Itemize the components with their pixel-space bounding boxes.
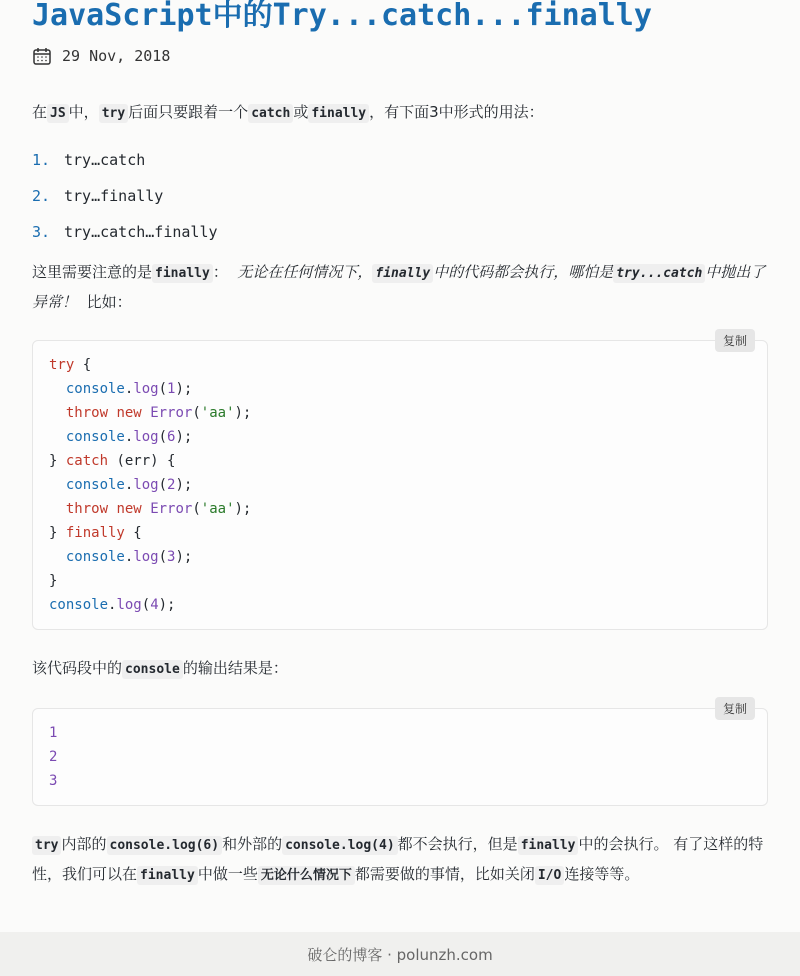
inline-code: console (122, 660, 183, 679)
output-line: 1 (49, 725, 58, 741)
list-item (32, 178, 768, 214)
emphasis-text: 中抛出了异常！ (32, 263, 766, 311)
intro-text: 或 (293, 103, 309, 121)
inline-code: finally (372, 264, 433, 283)
list-item-text: try…finally (64, 187, 164, 205)
footer (0, 932, 800, 976)
conclusion-paragraph (32, 830, 768, 890)
paragraph-text: 和外部的 (222, 835, 283, 853)
paragraph-text: 中做一些 (197, 865, 258, 883)
note-text: 比如： (86, 293, 132, 311)
output-line: 2 (49, 749, 58, 765)
code-line: } finally { (49, 525, 142, 541)
output-block (32, 702, 768, 806)
inline-code: finally (152, 264, 213, 283)
inline-code: finally (308, 104, 369, 123)
paragraph-text: 内部的 (61, 835, 107, 853)
forms-list (32, 142, 768, 250)
list-number: 3. (32, 223, 51, 241)
intro-text: 中， (68, 103, 99, 121)
footer-link[interactable]: 破仑的博客 · polunzh.com (307, 945, 493, 964)
console-intro-paragraph (32, 654, 768, 684)
output-content (33, 709, 767, 805)
code-line: console.log(4); (49, 597, 176, 613)
inline-code: console.log(6) (107, 836, 223, 855)
inline-code: 无论什么情况下 (258, 866, 355, 885)
paragraph-text: 该代码段中的 (32, 659, 123, 677)
list-item-text: try…catch…finally (64, 223, 218, 241)
post-date (32, 44, 768, 68)
copy-button[interactable]: 复制 (715, 697, 755, 720)
paragraph-text: 都不会执行，但是 (397, 835, 518, 853)
intro-text: ，有下面3中形式的用法： (369, 103, 544, 121)
page-title: JavaScript中的Try...catch...finally (32, 0, 652, 33)
paragraph-text: 中的会执行。 有了这样的特性，我们可以在 (32, 835, 764, 883)
copy-button[interactable]: 复制 (715, 329, 755, 352)
code-line: throw new Error('aa'); (65, 405, 252, 421)
code-line: console.log(6); (65, 429, 193, 445)
inline-code: finally (137, 866, 198, 885)
code-line: } catch (err) { (49, 453, 176, 469)
date-text: 29 Nov, 2018 (62, 47, 171, 65)
list-item-text: try…catch (64, 151, 146, 169)
inline-code: JS (47, 104, 69, 123)
code-block (32, 334, 768, 630)
note-paragraph (32, 258, 768, 316)
emphasis-text: 中的代码都会执行，哪怕是 (433, 263, 614, 281)
emphasis-text: 无论在任何情况下， (237, 263, 373, 281)
inline-code: finally (518, 836, 579, 855)
list-number: 2. (32, 187, 51, 205)
paragraph-text: 都需要做的事情，比如关闭 (354, 865, 535, 883)
list-item (32, 214, 768, 250)
paragraph-text: 连接等等。 (564, 865, 640, 883)
inline-code: catch (248, 104, 293, 123)
code-line: console.log(1); (65, 381, 193, 397)
intro-text: 后面只要跟着一个 (128, 103, 249, 121)
code-line: console.log(2); (65, 477, 193, 493)
code-line: throw new Error('aa'); (65, 501, 252, 517)
note-text: 这里需要注意的是 (32, 263, 153, 281)
intro-paragraph (32, 98, 768, 128)
inline-code: I/O (535, 866, 564, 885)
calendar-icon (32, 46, 52, 66)
inline-code: try...catch (613, 264, 705, 283)
note-text: ： (212, 263, 228, 281)
output-line: 3 (49, 773, 58, 789)
list-item (32, 142, 768, 178)
intro-text: 在 (32, 103, 48, 121)
inline-code: try (99, 104, 128, 123)
list-number: 1. (32, 151, 51, 169)
code-line: try { (49, 357, 92, 373)
inline-code: try (32, 836, 61, 855)
code-line: console.log(3); (65, 549, 193, 565)
paragraph-text: 的输出结果是： (182, 659, 288, 677)
code-content (33, 341, 767, 629)
code-line: } (49, 573, 58, 589)
inline-code: console.log(4) (282, 836, 398, 855)
